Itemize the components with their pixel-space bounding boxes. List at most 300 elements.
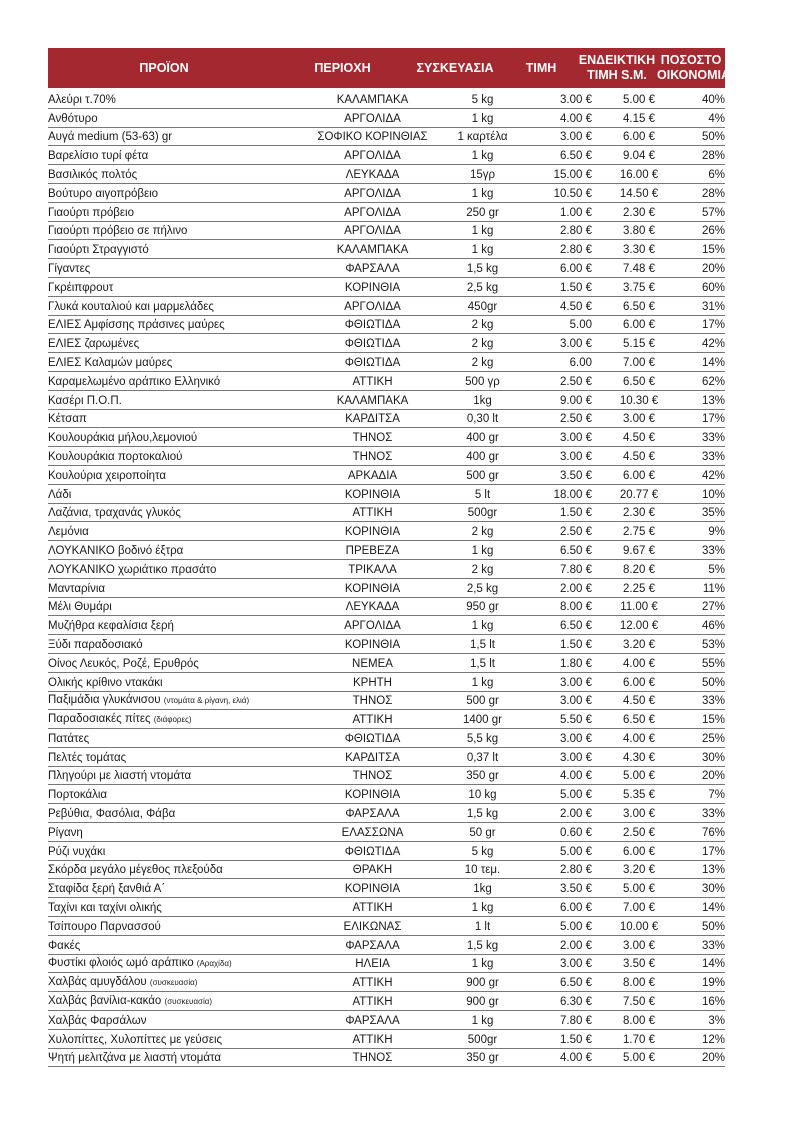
package-cell: 1 kg (471, 902, 494, 915)
table-row (48, 1030, 725, 1049)
sm-price-cell: 3.00 € (623, 939, 655, 952)
sm-price-cell: 8.00 € (623, 977, 655, 990)
price-cell: 18.00 € (553, 488, 592, 501)
saving-cell: 14% (701, 902, 725, 915)
sm-price-cell: 5.15 € (623, 338, 655, 351)
price-cell: 0.60 € (560, 826, 592, 839)
price-cell: 1.50 € (560, 507, 592, 520)
sm-price-cell: 6.00 € (623, 676, 655, 689)
package-cell: 500 gr (466, 469, 499, 482)
table-row (48, 767, 725, 786)
product-cell (48, 469, 280, 483)
sm-price-cell: 5.00 € (623, 93, 655, 106)
table-row (48, 184, 725, 203)
table-row (48, 372, 725, 391)
table-row (48, 598, 725, 617)
region-cell: ΑΤΤΙΚΗ (352, 1033, 393, 1046)
saving-cell: 5% (708, 563, 725, 576)
product-name: Μανταρίνια (48, 582, 106, 595)
table-row (48, 128, 725, 147)
sm-price-cell: 2.25 € (623, 582, 655, 595)
product-name: Κουλούρια χειροποίητα (48, 469, 167, 482)
product-name: Γιαούρτι πρόβειο (48, 206, 134, 219)
package-cell: 2 kg (471, 526, 494, 539)
price-cell: 2.00 € (560, 582, 592, 595)
saving-cell: 33% (701, 544, 725, 557)
price-cell: 5.50 € (560, 714, 592, 727)
product-cell (48, 337, 280, 351)
package-cell: 450gr (467, 300, 498, 313)
price-cell: 2.80 € (560, 225, 592, 238)
sm-price-cell: 3.00 € (623, 808, 655, 821)
price-cell: 2.00 € (560, 939, 592, 952)
product-cell (48, 412, 280, 426)
column-header-saving: ΠΟΣΟΣΤΟ ΟΙΚΟΝΟΜΙΑΣ (657, 53, 738, 82)
region-cell: ΦΑΡΣΑΛΑ (345, 808, 400, 821)
region-cell: ΑΤΤΙΚΗ (352, 977, 393, 990)
price-cell: 1.50 € (560, 1033, 592, 1046)
saving-cell: 11% (702, 582, 725, 595)
region-cell: ΚΟΡΙΝΘΙΑ (344, 526, 401, 539)
sm-price-cell: 8.00 € (623, 1014, 655, 1027)
package-cell: 1 kg (471, 676, 494, 689)
product-name: Κασέρι Π.Ο.Π. (48, 394, 122, 407)
package-cell: 1,5 kg (466, 262, 499, 275)
package-cell: 1 kg (471, 544, 494, 557)
saving-cell: 16% (701, 996, 725, 1009)
price-cell: 5.00 € (560, 789, 592, 802)
saving-cell: 35% (701, 507, 725, 520)
price-cell: 3.00 € (560, 93, 592, 106)
price-cell: 4.00 € (560, 112, 592, 125)
region-cell: ΦΘΙΩΤΙΔΑ (344, 356, 401, 369)
package-cell: 1kg (473, 883, 492, 896)
package-cell: 2 kg (471, 338, 494, 351)
price-cell: 1.50 € (560, 281, 592, 294)
price-cell: 3.00 € (560, 338, 592, 351)
sm-price-cell: 2.75 € (623, 526, 655, 539)
product-cell (48, 582, 280, 596)
table-row (48, 222, 725, 241)
package-cell: 1 kg (471, 958, 494, 971)
product-name: Βούτυρο αιγοπρόβειο (48, 187, 159, 200)
package-cell: 10 kg (468, 789, 497, 802)
product-name: Κουλουράκια μήλου,λεμονιού (48, 432, 198, 445)
product-cell (48, 939, 280, 953)
sm-price-cell: 3.20 € (623, 638, 655, 651)
region-cell: ΚΟΡΙΝΘΙΑ (344, 638, 401, 651)
price-cell: 3.00 € (560, 450, 592, 463)
price-cell: 1.00 € (560, 206, 592, 219)
sm-price-cell: 1.70 € (623, 1033, 655, 1046)
product-cell (48, 130, 280, 144)
package-cell: 1 kg (471, 620, 494, 633)
sm-price-cell: 14.50 € (619, 187, 659, 200)
product-name: Τσίπουρο Παρνασσού (48, 920, 161, 933)
saving-cell: 15% (701, 714, 725, 727)
sm-price-cell: 4.30 € (623, 751, 655, 764)
package-cell: 15γρ (469, 168, 496, 181)
region-cell: ΑΤΤΙΚΗ (352, 714, 393, 727)
saving-cell: 42% (701, 469, 725, 482)
product-cell (48, 712, 280, 727)
sm-price-cell: 6.00 € (623, 845, 655, 858)
region-cell: ΦΑΡΣΑΛΑ (345, 1014, 400, 1027)
price-cell: 3.00 € (560, 695, 592, 708)
product-cell (48, 544, 280, 558)
sm-price-cell: 10.30 € (619, 394, 659, 407)
table-row (48, 522, 725, 541)
price-cell: 1.50 € (560, 638, 592, 651)
region-cell: ΦΑΡΣΑΛΑ (345, 262, 400, 275)
package-cell: 1kg (473, 394, 492, 407)
product-name: Πατάτες (48, 732, 90, 745)
region-cell: ΤΗΝΟΣ (352, 695, 393, 708)
saving-cell: 33% (701, 939, 725, 952)
price-cell: 7.80 € (560, 563, 592, 576)
product-name: Φυστίκι φλοιός ωμό αράπικο (48, 957, 194, 970)
saving-cell: 4% (708, 112, 725, 125)
table-row (48, 203, 725, 222)
region-cell: ΗΛΕΙΑ (355, 958, 390, 971)
product-cell (48, 525, 280, 539)
region-cell: ΑΡΓΟΛΙΔΑ (344, 225, 401, 238)
table-row (48, 334, 725, 353)
table-row (48, 541, 725, 560)
sm-price-cell: 3.75 € (623, 281, 655, 294)
sm-price-cell: 7.00 € (623, 356, 655, 369)
package-cell: 900 gr (466, 977, 499, 990)
saving-cell: 46% (701, 620, 725, 633)
table-row (48, 842, 725, 861)
sm-price-cell: 6.00 € (623, 319, 655, 332)
product-name: Ταχίνι και ταχίνι ολικής (48, 902, 162, 915)
table-row (48, 259, 725, 278)
region-cell: ΤΗΝΟΣ (352, 770, 393, 783)
region-cell: ΤΗΝΟΣ (352, 432, 393, 445)
package-cell: 1 kg (471, 225, 494, 238)
table-row (48, 748, 725, 767)
product-name: Χυλοπίττες, Χυλοπίττες με γεύσεις (48, 1033, 223, 1046)
sm-price-cell: 16.00 € (619, 168, 659, 181)
price-cell: 6.50 € (560, 150, 592, 163)
product-cell (48, 676, 280, 690)
region-cell: ΚΟΡΙΝΘΙΑ (344, 488, 401, 501)
sm-price-cell: 4.50 € (623, 450, 655, 463)
package-cell: 1,5 kg (466, 939, 499, 952)
table-row (48, 504, 725, 523)
sm-price-cell: 9.67 € (623, 544, 655, 557)
sm-price-cell: 7.48 € (623, 262, 655, 275)
package-cell: 900 gr (466, 996, 499, 1009)
package-cell: 1 lt (474, 920, 491, 933)
region-cell: ΛΕΥΚΑΔΑ (345, 168, 400, 181)
product-cell (48, 845, 280, 859)
package-cell: 1 kg (471, 187, 494, 200)
saving-cell: 33% (701, 808, 725, 821)
table-row (48, 879, 725, 898)
product-name: Λάδι (48, 488, 72, 501)
package-cell: 10 τεμ. (464, 864, 501, 877)
sm-price-cell: 4.50 € (623, 432, 655, 445)
table-row (48, 297, 725, 316)
product-name: Γκρέιπφρουτ (48, 281, 114, 294)
package-cell: 0,37 lt (466, 751, 499, 764)
sm-price-cell: 3.30 € (623, 244, 655, 257)
table-row (48, 635, 725, 654)
region-cell: ΛΕΥΚΑΔΑ (345, 601, 400, 614)
table-row (48, 673, 725, 692)
product-cell (48, 431, 280, 445)
product-cell (48, 600, 280, 614)
product-cell (48, 488, 280, 502)
saving-cell: 15% (701, 244, 725, 257)
region-cell: ΑΡΓΟΛΙΔΑ (344, 187, 401, 200)
product-name: Κέτσαπ (48, 413, 87, 426)
price-cell: 3.00 € (560, 732, 592, 745)
region-cell: ΚΑΛΑΜΠΑΚΑ (336, 93, 409, 106)
region-cell: ΚΑΛΑΜΠΑΚΑ (336, 244, 409, 257)
package-cell: 1 kg (471, 112, 494, 125)
price-cell: 15.00 € (553, 168, 592, 181)
saving-cell: 7% (708, 789, 725, 802)
sm-price-cell: 4.50 € (623, 695, 655, 708)
product-name: ΛΟΥΚΑΝΙΚΟ χωριάτικο πρασάτο (48, 563, 217, 576)
price-cell: 9.00 € (560, 394, 592, 407)
saving-cell: 3% (708, 1014, 725, 1027)
saving-cell: 20% (701, 262, 725, 275)
price-cell: 6.00 € (560, 902, 592, 915)
product-cell (48, 975, 280, 990)
product-cell (48, 1033, 280, 1047)
package-cell: 2 kg (471, 319, 494, 332)
price-cell: 6.00 € (560, 262, 592, 275)
region-cell: ΑΤΤΙΚΗ (352, 902, 393, 915)
product-note: (συσκευασία) (164, 997, 213, 1007)
sm-price-cell: 20.77 € (619, 488, 659, 501)
package-cell: 5 kg (471, 845, 494, 858)
package-cell: 1 kg (471, 150, 494, 163)
product-cell (48, 281, 280, 295)
sm-price-cell: 3.00 € (623, 413, 655, 426)
product-name: Ρεβύθια, Φασόλια, Φάβα (48, 808, 176, 821)
product-cell (48, 807, 280, 821)
product-cell (48, 619, 280, 633)
table-row (48, 316, 725, 335)
product-cell (48, 563, 280, 577)
saving-cell: 42% (701, 338, 725, 351)
product-name: Σταφίδα ξερή ξανθιά Α΄ (48, 883, 166, 896)
table-row (48, 278, 725, 297)
product-name: Σκόρδα μεγάλο μέγεθος πλεξούδα (48, 864, 223, 877)
product-name: Μυζήθρα κεφαλίσια ξερή (48, 620, 174, 633)
product-name: ΛΟΥΚΑΝΙΚΟ βοδινό έξτρα (48, 544, 184, 557)
saving-cell: 31% (701, 300, 725, 313)
sm-price-cell: 8.20 € (623, 563, 655, 576)
package-cell: 2 kg (471, 563, 494, 576)
saving-cell: 33% (701, 695, 725, 708)
saving-cell: 13% (701, 394, 725, 407)
product-note: (συσκευασία) (149, 978, 198, 988)
region-cell: ΦΘΙΩΤΙΔΑ (344, 338, 401, 351)
product-name: Πληγούρι με λιαστή ντομάτα (48, 770, 192, 783)
product-cell (48, 1051, 280, 1065)
sm-price-cell: 11.00 € (620, 601, 658, 614)
region-cell: ΤΡΙΚΑΛΑ (348, 563, 397, 576)
product-cell (48, 318, 280, 332)
package-cell: 350 gr (466, 1052, 499, 1065)
saving-cell: 17% (701, 319, 725, 332)
region-cell: ΑΤΤΙΚΗ (352, 996, 393, 1009)
region-cell: ΚΑΡΔΙΤΣΑ (345, 413, 400, 426)
package-cell: 1,5 lt (470, 657, 495, 670)
saving-cell: 33% (701, 432, 725, 445)
product-cell (48, 863, 280, 877)
product-cell (48, 375, 280, 389)
sm-price-cell: 5.00 € (623, 883, 655, 896)
saving-cell: 26% (701, 225, 725, 238)
column-header-package: ΣΥΣΚΕΥΑΣΙΑ (416, 60, 494, 75)
product-name: Οίνος Λευκός, Ροζέ, Ερυθρός (48, 657, 199, 670)
table-row (48, 692, 725, 711)
table-row (48, 616, 725, 635)
saving-cell: 17% (701, 413, 725, 426)
saving-cell: 55% (701, 657, 725, 670)
saving-cell: 27% (701, 601, 725, 614)
sm-price-cell: 12.00 € (619, 620, 659, 633)
package-cell: 1 kg (471, 244, 494, 257)
table-row (48, 936, 725, 955)
product-name: Πελτές τομάτας (48, 751, 127, 764)
table-body (48, 90, 725, 1067)
product-name: Αλεύρι τ.70% (48, 93, 116, 106)
product-cell (48, 901, 280, 915)
region-cell: ΑΡΓΟΛΙΔΑ (344, 112, 401, 125)
table-row (48, 560, 725, 579)
product-cell (48, 224, 280, 238)
sm-price-cell: 6.00 € (623, 469, 655, 482)
package-cell: 1,5 lt (470, 638, 495, 651)
product-cell (48, 300, 280, 314)
region-cell: ΦΑΡΣΑΛΑ (345, 939, 400, 952)
package-cell: 50 gr (469, 826, 496, 839)
product-name: Βαρελίσιο τυρί φέτα (48, 150, 149, 163)
sm-price-cell: 7.00 € (623, 902, 655, 915)
region-cell: ΠΡΕΒΕΖΑ (345, 544, 400, 557)
product-cell (48, 243, 280, 257)
product-cell (48, 93, 280, 107)
product-name: Χαλβάς βανίλια-κακάο (48, 995, 162, 1008)
table-row (48, 917, 725, 936)
table-row (48, 804, 725, 823)
product-cell (48, 956, 280, 971)
package-cell: 5,5 kg (466, 732, 499, 745)
sm-price-cell: 4.00 € (623, 732, 655, 745)
saving-cell: 20% (701, 1052, 725, 1065)
package-cell: 2,5 kg (466, 582, 499, 595)
sm-price-cell: 2.30 € (623, 206, 655, 219)
product-name: Γιαούρτι Στραγγιστό (48, 244, 149, 257)
region-cell: ΑΡΓΟΛΙΔΑ (344, 620, 401, 633)
region-cell: ΦΘΙΩΤΙΔΑ (344, 732, 401, 745)
product-name: Ρύζι νυχάκι (48, 845, 106, 858)
sm-price-cell: 6.50 € (623, 714, 655, 727)
saving-cell: 50% (701, 920, 725, 933)
package-cell: 500gr (467, 1033, 498, 1046)
product-name: Γίγαντες (48, 262, 91, 275)
product-cell (48, 638, 280, 652)
region-cell: ΝΕΜΕΑ (352, 657, 393, 670)
product-cell (48, 1014, 280, 1028)
saving-cell: 30% (701, 883, 725, 896)
product-name: Φακές (48, 939, 81, 952)
sm-price-cell: 5.00 € (623, 770, 655, 783)
product-name: Ξύδι παραδοσιακό (48, 638, 143, 651)
product-name: Ανθότυρο (48, 112, 98, 125)
table-row (48, 1049, 725, 1068)
saving-cell: 6% (708, 168, 725, 181)
sm-price-cell: 6.50 € (623, 300, 655, 313)
product-name: ΕΛΙΕΣ Καλαμών μαύρες (48, 356, 173, 369)
column-header-sm-price: ΕΝΔΕΙΚΤΙΚΗ ΤΙΜΗ S.M. (578, 53, 656, 82)
table-row (48, 823, 725, 842)
product-name: Παξιμάδια γλυκάνισου (48, 694, 161, 707)
region-cell: ΚΑΛΑΜΠΑΚΑ (336, 394, 409, 407)
table-row (48, 90, 725, 109)
product-name: Ολικής κρίθινο ντακάκι (48, 676, 163, 689)
price-cell: 5.00 € (560, 845, 592, 858)
price-cell: 8.00 € (560, 601, 592, 614)
sm-price-cell: 3.20 € (623, 864, 655, 877)
region-cell: ΚΑΡΔΙΤΣΑ (345, 751, 400, 764)
package-cell: 500gr (467, 507, 498, 520)
table-row (48, 146, 725, 165)
product-note: (Αραχίδα) (196, 959, 232, 969)
region-cell: ΑΡΓΟΛΙΔΑ (344, 150, 401, 163)
price-cell: 6.50 € (560, 620, 592, 633)
price-cell: 7.80 € (560, 1014, 592, 1027)
package-cell: 0,30 lt (466, 413, 499, 426)
column-header-price: ΤΙΜΗ (525, 60, 557, 75)
price-cell: 4.00 € (560, 1052, 592, 1065)
table-row (48, 654, 725, 673)
region-cell: ΑΤΤΙΚΗ (352, 375, 393, 388)
product-name: Κουλουράκια πορτοκαλιού (48, 450, 183, 463)
product-name: Μέλι Θυμάρι (48, 601, 112, 614)
saving-cell: 14% (701, 958, 725, 971)
region-cell: ΘΡΑΚΗ (352, 864, 393, 877)
product-cell (48, 826, 280, 840)
product-note: (διάφορες) (153, 715, 192, 725)
saving-cell: 19% (701, 977, 725, 990)
region-cell: ΚΟΡΙΝΘΙΑ (344, 281, 401, 294)
saving-cell: 57% (701, 206, 725, 219)
saving-cell: 28% (701, 187, 725, 200)
product-cell (48, 187, 280, 201)
product-cell (48, 262, 280, 276)
sm-price-cell: 10.00 € (619, 920, 659, 933)
package-cell: 5 kg (471, 93, 494, 106)
price-cell: 4.50 € (560, 300, 592, 313)
region-cell: ΦΘΙΩΤΙΔΑ (344, 845, 401, 858)
product-cell (48, 356, 280, 370)
table-row (48, 973, 725, 992)
package-cell: 1400 gr (462, 714, 502, 727)
price-cell: 6.50 € (560, 544, 592, 557)
product-cell (48, 882, 280, 896)
product-cell (48, 506, 280, 520)
saving-cell: 33% (701, 450, 725, 463)
